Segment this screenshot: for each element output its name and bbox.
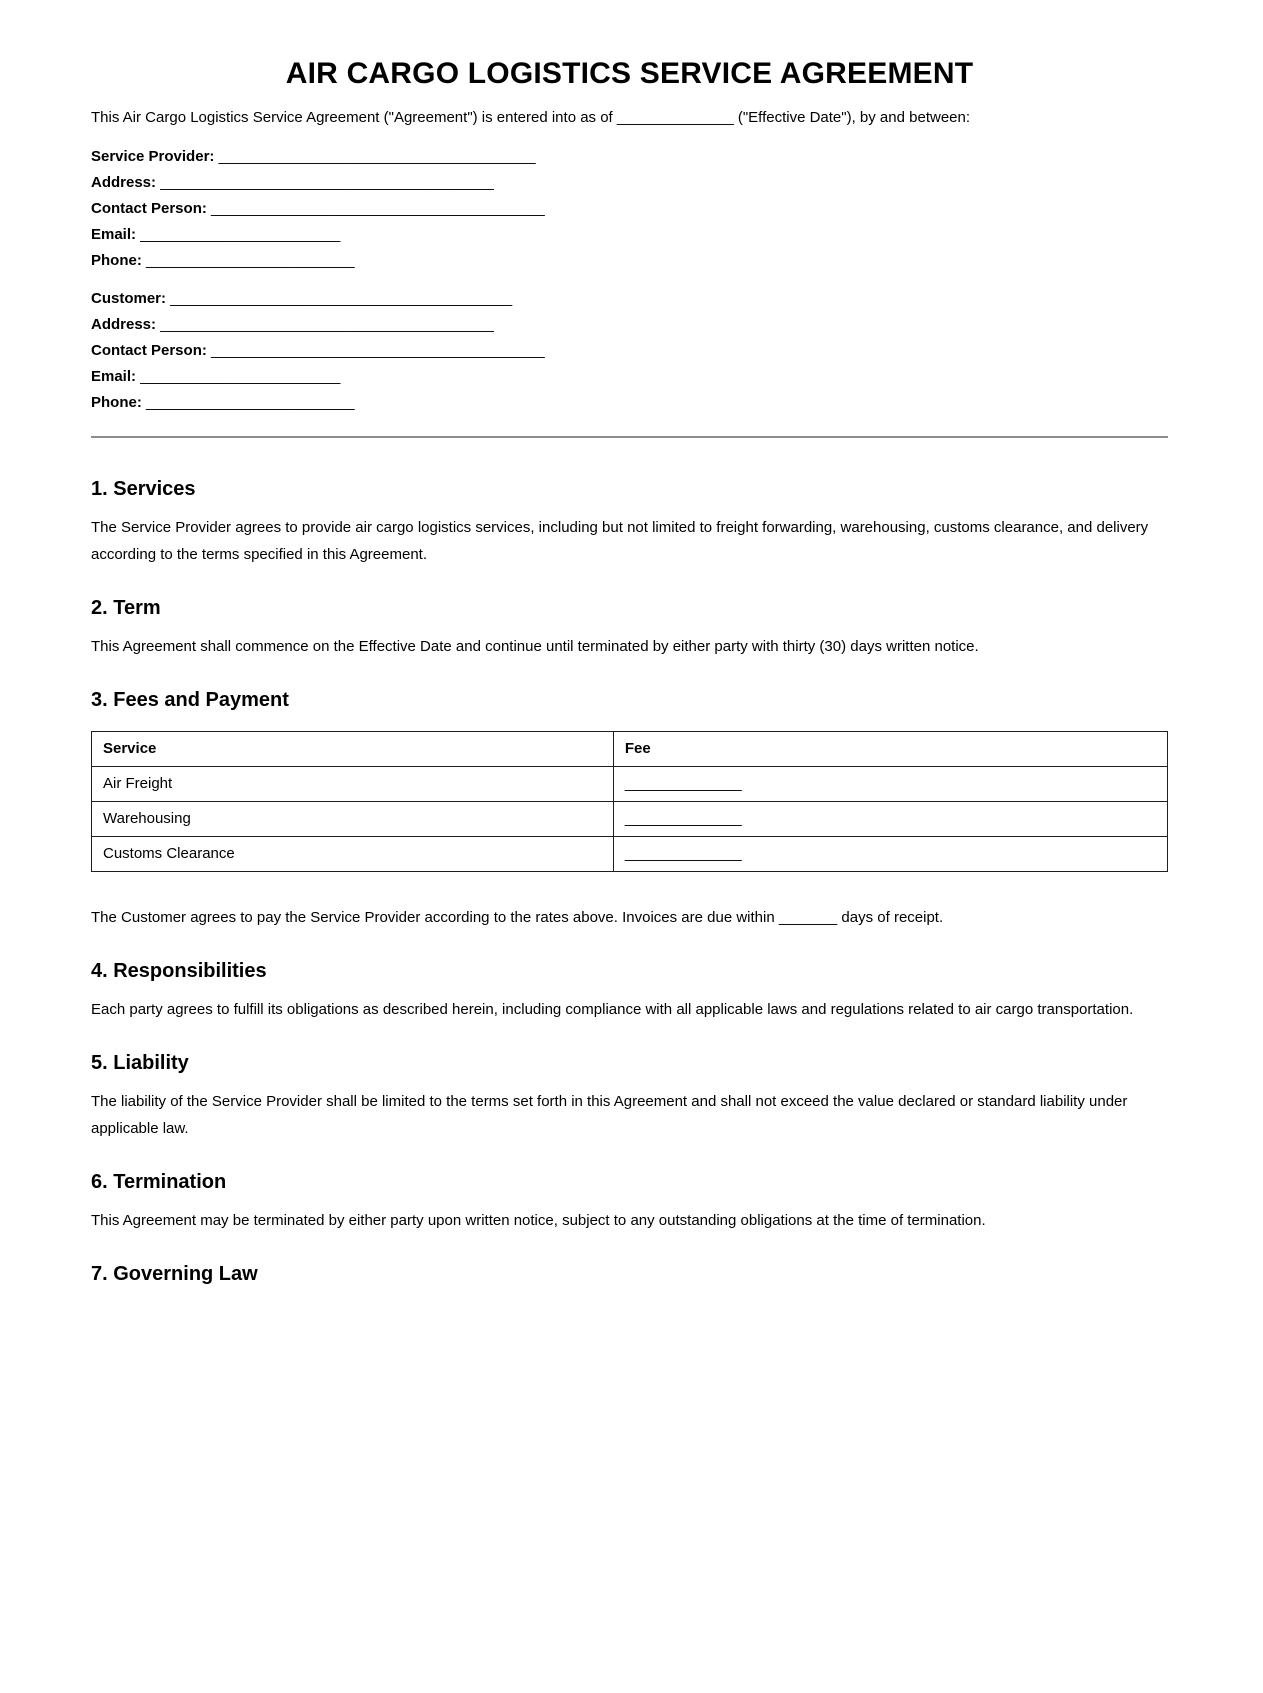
section-divider [91,436,1168,438]
fees-table [91,731,1168,872]
heading-termination: 6. Termination [91,1171,227,1193]
provider-email-label: Email: [91,226,137,243]
fees-table-header-row [92,732,1168,767]
service-cell-warehousing: Warehousing [92,802,614,837]
table-row-customs-clearance [92,837,1168,872]
fees-table-header-service: Service [92,732,614,767]
provider-phone-label: Phone: [91,252,142,269]
heading-fees-and-payment: 3. Fees and Payment [91,689,289,711]
customer-phone-label: Phone: [91,394,142,411]
heading-services: 1. Services [91,478,196,500]
paragraph-liability: The liability of the Service Provider shall be limited to the terms set forth in this Agreement and shall not exceed the value declared or standard liability under applicable law. [91,1093,1128,1137]
field-line-provider-phone [91,248,1168,274]
provider-address-label: Address: [91,174,157,191]
customer-address-blank[interactable]: ________________________________________ [160,316,494,333]
service-provider-blank[interactable]: ______________________________________ [218,148,536,165]
provider-email-blank[interactable]: ________________________ [140,226,341,243]
heading-governing-law: 7. Governing Law [91,1263,258,1285]
fee-blank-warehousing[interactable]: ______________ [613,802,1167,837]
fees-table-header-fee: Fee [613,732,1167,767]
customer-blank[interactable]: _________________________________________ [170,290,513,307]
provider-phone-blank[interactable]: _________________________ [146,252,355,269]
field-line-customer [91,286,1168,312]
heading-term: 2. Term [91,597,161,619]
customer-label: Customer: [91,290,167,307]
service-cell-customs-clearance: Customs Clearance [92,837,614,872]
paragraph-term: This Agreement shall commence on the Effective Date and continue until terminated by either party with thirty (30) days written notice. [91,638,979,655]
field-line-customer-phone [91,390,1168,416]
provider-contact-label: Contact Person: [91,200,207,217]
customer-contact-blank[interactable]: ________________________________________ [211,342,545,359]
customer-contact-label: Contact Person: [91,342,207,359]
customer-email-label: Email: [91,368,137,385]
table-row-warehousing [92,802,1168,837]
field-line-provider-contact [91,196,1168,222]
paragraph-responsibilities: Each party agrees to fulfill its obligations as described herein, including compliance with all applicable laws and regulations related to air cargo transportation. [91,1001,1134,1018]
customer-email-blank[interactable]: ________________________ [140,368,341,385]
customer-address-label: Address: [91,316,157,333]
customer-phone-blank[interactable]: _________________________ [146,394,355,411]
heading-responsibilities: 4. Responsibilities [91,960,267,982]
provider-address-blank[interactable]: ________________________________________ [160,174,494,191]
payment-note-paragraph: The Customer agrees to pay the Service Provider according to the rates above. Invoices are due within _______ days of receipt. [91,909,944,926]
intro-paragraph: This Air Cargo Logistics Service Agreement ("Agreement") is entered into as of ______________ ("Effective Date"), by and between: [91,109,971,126]
paragraph-termination: This Agreement may be terminated by either party upon written notice, subject to any outstanding obligations at the time of termination. [91,1212,986,1229]
fee-blank-air-freight[interactable]: ______________ [613,767,1167,802]
heading-liability: 5. Liability [91,1052,189,1074]
field-line-customer-email [91,364,1168,390]
field-line-customer-address [91,312,1168,338]
field-line-provider-email [91,222,1168,248]
fee-blank-customs-clearance[interactable]: ______________ [613,837,1167,872]
service-provider-block [91,144,1168,274]
field-line-customer-contact [91,338,1168,364]
paragraph-services: The Service Provider agrees to provide air cargo logistics services, including but not limited to freight forwarding, warehousing, customs clearance, and delivery according to the terms specified in this Agreement. [91,519,1149,563]
field-line-provider-address [91,170,1168,196]
table-row-air-freight [92,767,1168,802]
customer-block [91,286,1168,416]
field-line-service-provider [91,144,1168,170]
service-cell-air-freight: Air Freight [92,767,614,802]
document-title: AIR CARGO LOGISTICS SERVICE AGREEMENT [285,57,974,90]
service-provider-label: Service Provider: [91,148,215,165]
provider-contact-blank[interactable]: ________________________________________ [211,200,545,217]
